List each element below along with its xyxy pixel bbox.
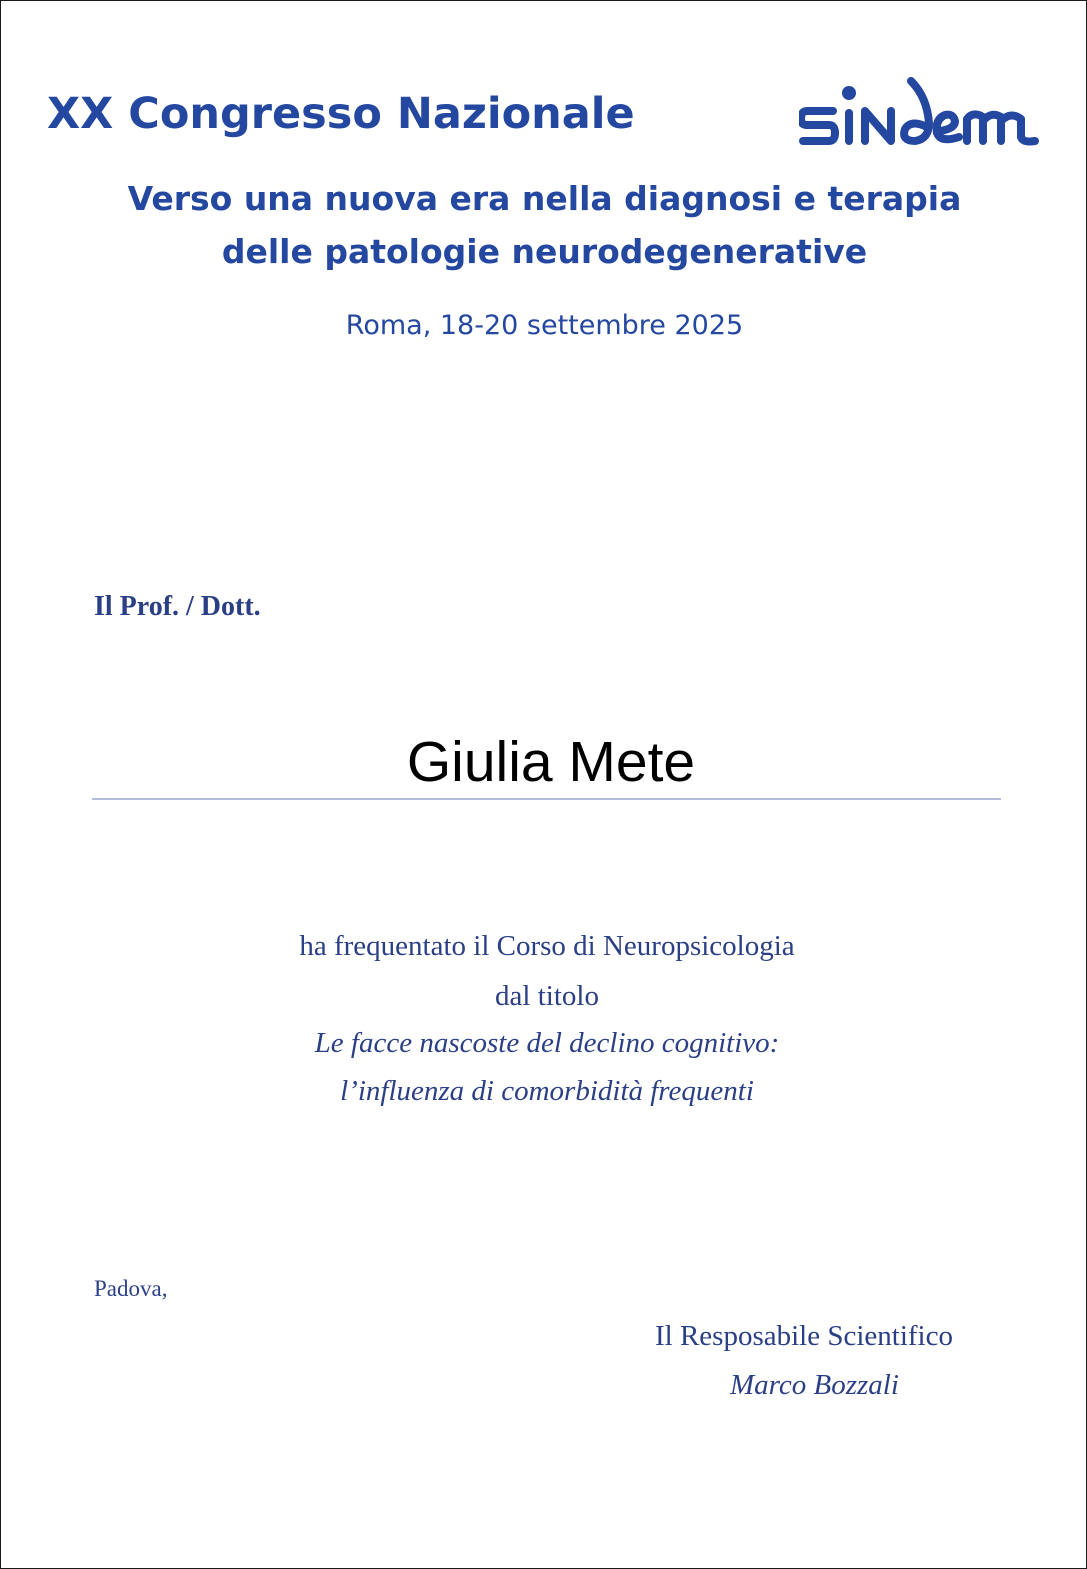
scientific-responsible-title: Il Resposabile Scientifico	[655, 1320, 953, 1352]
title-intro: dal titolo	[495, 980, 599, 1012]
congress-subtitle-line-2: delle patologie neurodegenerative	[221, 232, 868, 271]
recipient-name: Giulia Mete	[406, 730, 696, 794]
course-title-line-1: Le facce nascoste del declino cognitivo:	[314, 1027, 780, 1059]
attendance-statement: ha frequentato il Corso di Neuropsicologia	[299, 930, 795, 962]
name-underline-divider	[92, 798, 1001, 800]
scientific-responsible-name: Marco Bozzali	[730, 1369, 899, 1401]
sindem-logo	[799, 67, 1047, 151]
congress-subtitle-line-1: Verso una nuova era nella diagnosi e terapia	[127, 179, 962, 218]
congress-title: XX Congresso Nazionale	[47, 89, 635, 139]
honorific-label: Il Prof. / Dott.	[94, 591, 261, 622]
congress-dateline: Roma, 18-20 settembre 2025	[345, 310, 744, 341]
course-title-line-2: l’influenza di comorbidità frequenti	[340, 1075, 754, 1107]
place-label: Padova,	[94, 1276, 168, 1301]
